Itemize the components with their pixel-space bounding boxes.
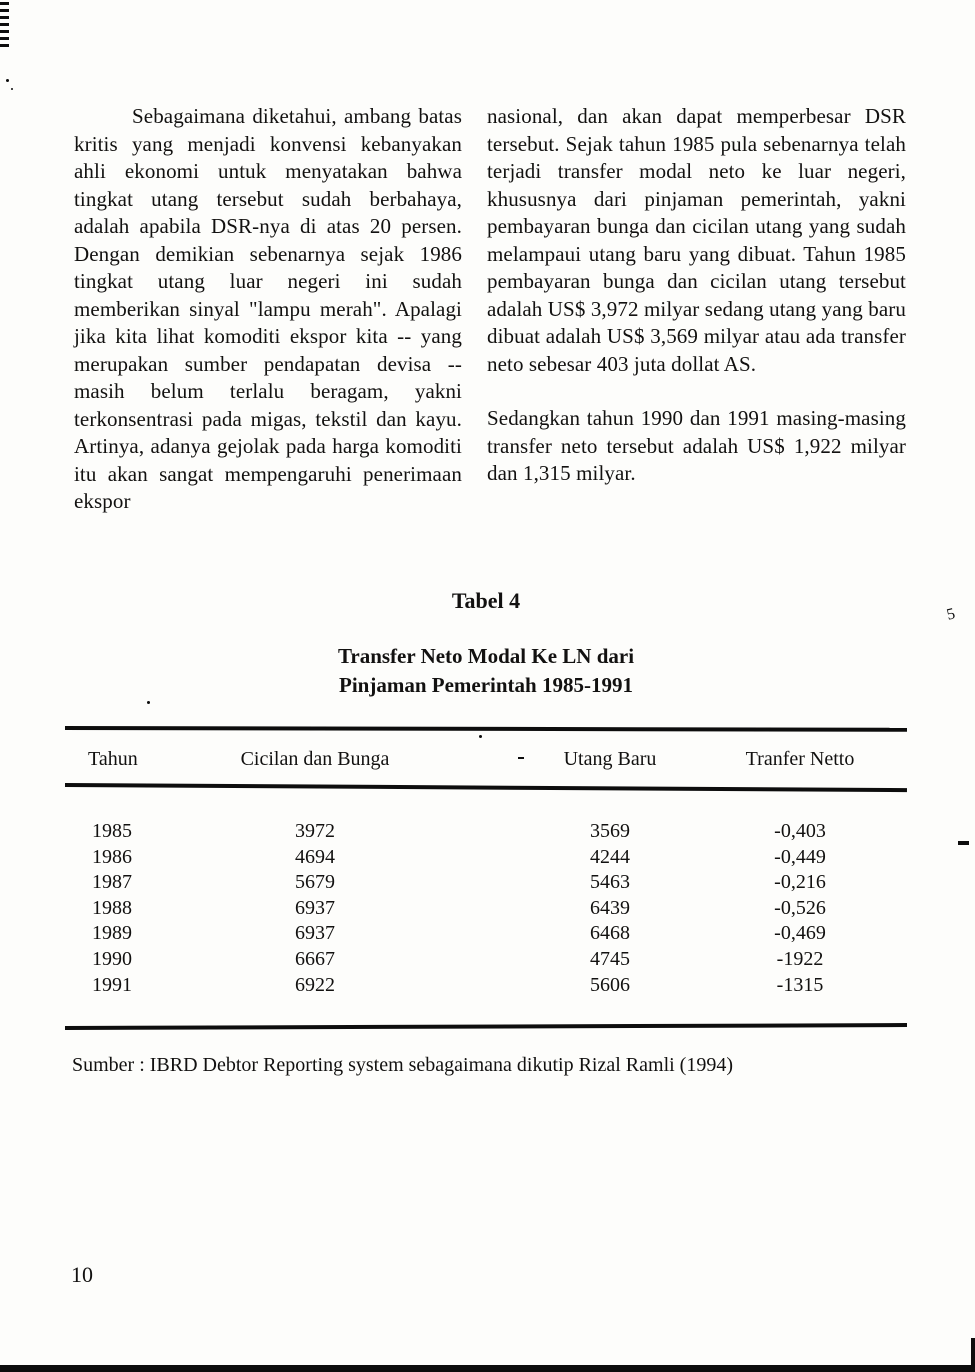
left-column-paragraph: Sebagaimana diketahui, ambang batas kritis yang menjadi konvensi kebanyakan ahli ekonomi untuk menyatakan bahwa tingkat utang tersebut sudah berbahaya, adalah apabila DSR-nya di atas 20 persen. Dengan demikian sebenarnya sejak 1986 tingkat utang luar negeri ini sudah memberikan sinyal "lampu merah". Apalagi jika kita lihat komoditi ekspor kita -- yang merupakan sumber pendapatan devisa -- masih belum terlalu beragam, yakni terkonsentrasi pada migas, tekstil dan kayu. Artinya, adanya gejolak pada harga komoditi itu akan sangat mempengaruhi penerimaan ekspor (74, 104, 462, 513)
table-row (65, 897, 907, 923)
scan-binding-mark (0, 23, 9, 26)
cell-utang-baru: 5606 (590, 973, 630, 996)
scan-speck (11, 88, 13, 90)
scan-binding-mark (0, 16, 9, 19)
cell-cicilan-bunga: 4694 (295, 845, 335, 868)
column-header-tahun: Tahun (88, 748, 138, 770)
cell-year: 1988 (92, 896, 132, 919)
table-row (65, 820, 907, 846)
cell-tranfer-netto: -0,526 (774, 896, 826, 919)
cell-cicilan-bunga: 6937 (295, 922, 335, 945)
table-top-rule (65, 726, 907, 732)
scan-bottom-bar (0, 1365, 975, 1372)
cell-utang-baru: 3569 (590, 820, 630, 842)
cell-year: 1990 (92, 947, 132, 970)
cell-tranfer-netto: -0,449 (774, 845, 826, 868)
scan-speck (479, 735, 482, 738)
cell-utang-baru: 4244 (590, 845, 630, 868)
table-row (65, 948, 907, 974)
scan-dash-mark (958, 841, 969, 845)
table-bottom-rule (65, 1023, 907, 1030)
cell-tranfer-netto: -0,216 (774, 871, 826, 894)
cell-year: 1991 (92, 973, 132, 996)
cell-cicilan-bunga: 3972 (295, 820, 335, 842)
cell-utang-baru: 5463 (590, 871, 630, 894)
scan-speck (147, 701, 150, 704)
cell-cicilan-bunga: 6937 (295, 896, 335, 919)
cell-tranfer-netto: -1315 (776, 973, 824, 996)
cell-utang-baru: 6468 (590, 922, 630, 945)
cell-cicilan-bunga: 5679 (295, 871, 335, 894)
table-title (65, 642, 907, 700)
page-number: 10 (71, 1262, 93, 1287)
cell-cicilan-bunga: 6922 (295, 973, 335, 996)
cell-year: 1986 (92, 845, 132, 868)
cell-tranfer-netto: -0,469 (774, 922, 826, 945)
scan-speck (6, 79, 9, 82)
scan-binding-mark (0, 44, 9, 47)
cell-tranfer-netto: -1922 (776, 947, 824, 970)
table-label: Tabel 4 (451, 588, 521, 613)
scan-binding-mark (0, 30, 9, 33)
handwritten-squiggle: 5 (944, 605, 957, 624)
table-header-rule (65, 783, 907, 792)
scan-edge-mark (971, 1338, 975, 1368)
table-title-line-2: Pinjaman Pemerintah 1985-1991 (339, 673, 633, 697)
column-header-tranfer-netto: Tranfer Netto (745, 748, 855, 770)
table-body (65, 820, 907, 999)
cell-cicilan-bunga: 6667 (295, 947, 335, 970)
column-header-utang-baru: Utang Baru (563, 748, 657, 770)
table-row (65, 922, 907, 948)
right-column (487, 103, 906, 488)
cell-tranfer-netto: -0,403 (774, 820, 826, 842)
right-column-paragraph-1: nasional, dan akan dapat memperbesar DSR tersebut. Sejak tahun 1985 pula sebenarnya telah terjadi transfer modal neto ke luar negeri, khususnya dari pinjaman pemerintah, yakni pembayaran bunga dan cicilan utang yang sudah melampaui utang baru yang dibuat. Tahun 1985 pembayaran bunga dan cicilan utang tersebut adalah US$ 3,972 milyar sedang utang yang baru dibuat adalah US$ 3,569 milyar atau ada transfer neto sebesar 403 juta dollat AS. (487, 104, 906, 376)
table-source: Sumber : IBRD Debtor Reporting system sebagaimana dikutip Rizal Ramli (1994) (72, 1054, 734, 1076)
table-row (65, 871, 907, 897)
scan-binding-mark (0, 37, 9, 40)
cell-year: 1989 (92, 922, 132, 945)
scan-speck (518, 757, 524, 759)
scan-binding-mark (0, 2, 9, 5)
table-title-line-1: Transfer Neto Modal Ke LN dari (337, 644, 635, 668)
scan-binding-mark (0, 9, 9, 12)
cell-year: 1987 (92, 871, 132, 894)
column-header-cicilan-dan-bunga: Cicilan dan Bunga (240, 748, 390, 770)
cell-year: 1985 (92, 820, 132, 842)
table-row (65, 974, 907, 1000)
right-column-paragraph-2: Sedangkan tahun 1990 dan 1991 masing-masing transfer neto tersebut adalah US$ 1,922 milyar dan 1,315 milyar. (487, 406, 906, 485)
cell-utang-baru: 4745 (590, 947, 630, 970)
cell-utang-baru: 6439 (590, 896, 630, 919)
table-row (65, 846, 907, 872)
